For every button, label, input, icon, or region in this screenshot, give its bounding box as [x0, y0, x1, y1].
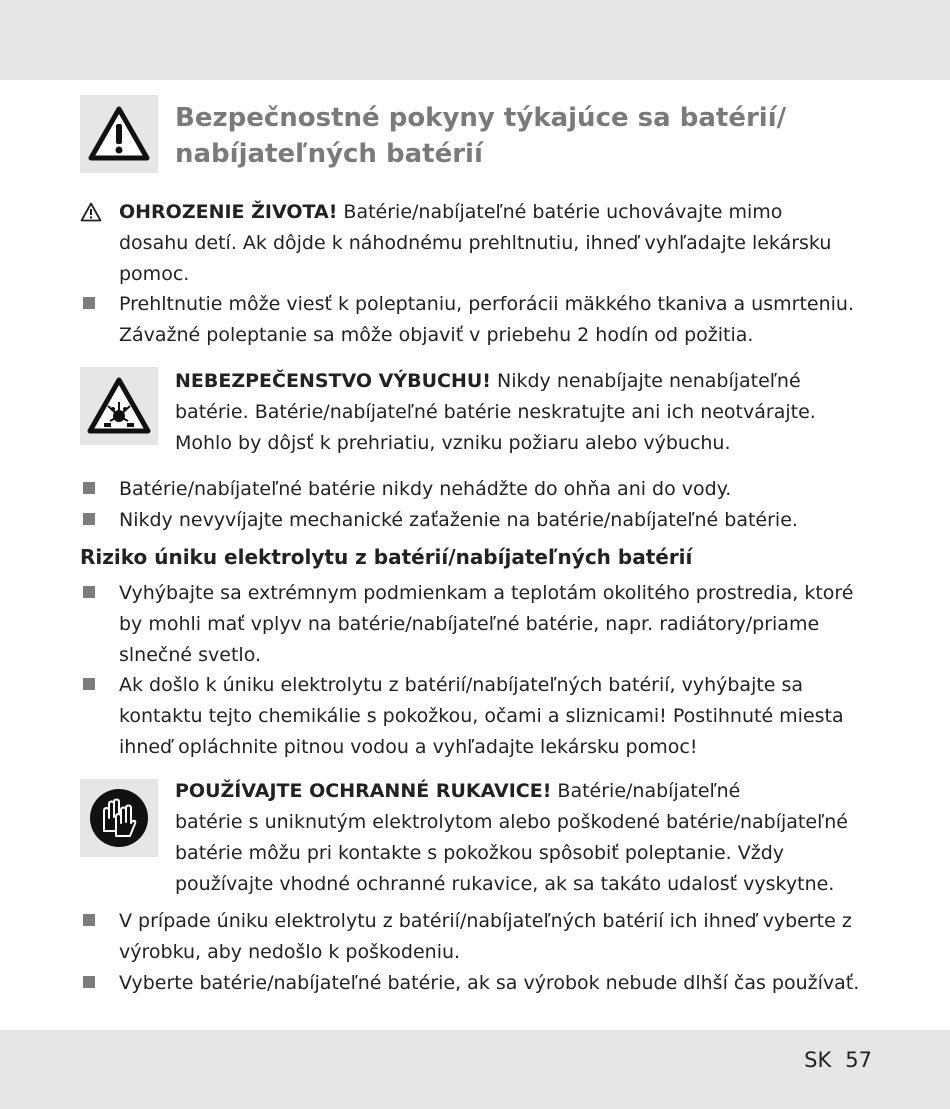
bullet-square: [83, 976, 95, 988]
leak-line-3: ihneď opláchnite pitnou vodou a vyhľadajte lekársku pomoc!: [119, 736, 698, 758]
remove-line-2: výrobku, aby nedošlo k poškodeniu.: [119, 941, 461, 963]
gloves-line-2: batérie s uniknutým elektrolytom alebo poškodené batérie/nabíjateľné: [175, 811, 848, 833]
title-line-2: nabíjateľných batérií: [175, 139, 483, 169]
swallow-line-1: Prehltnutie môže viesť k poleptaniu, perforácii mäkkého tkaniva a usmrteniu.: [119, 293, 854, 315]
page-title: [175, 100, 875, 172]
gloves-icon: [80, 779, 158, 857]
explosion-line-3: Mohlo by dôjsť k prehriatiu, vzniku požiaru alebo výbuchu.: [175, 432, 731, 454]
danger-lead: OHROZENIE ŽIVOTA!: [119, 201, 338, 223]
environment-bullet-text: [119, 578, 909, 671]
leak-subheading: Riziko úniku elektrolytu z batérií/nabíjateľných batérií: [80, 545, 693, 569]
gloves-warning-text: [175, 776, 875, 900]
swallow-bullet-text: [119, 289, 909, 351]
leak-bullet-text: [119, 670, 909, 763]
explosion-line-2: batérie. Batérie/nabíjateľné batérie neskratujte ani ich neotvárajte.: [175, 401, 816, 423]
bullet-square: [83, 482, 95, 494]
page-footer: [790, 1048, 872, 1072]
footer-language: SK: [804, 1048, 832, 1072]
longterm-bullet-text: Vyberte batérie/nabíjateľné batérie, ak sa výrobok nebude dlhší čas používať.: [119, 972, 860, 994]
gloves-lead: POUŽÍVAJTE OCHRANNÉ RUKAVICE!: [175, 780, 552, 802]
danger-warning-text: [119, 197, 899, 290]
swallow-line-2: Závažné poleptanie sa môže objaviť v priebehu 2 hodín od požitia.: [119, 324, 754, 346]
mechanical-bullet-text: Nikdy nevyvíjajte mechanické zaťaženie na batérie/nabíjateľné batérie.: [119, 509, 798, 531]
bullet-square: [83, 678, 95, 690]
danger-line-3: pomoc.: [119, 263, 190, 285]
environment-line-3: slnečné svetlo.: [119, 644, 262, 666]
small-warning-icon: [80, 202, 102, 222]
explosion-lead: NEBEZPEČENSTVO VÝBUCHU!: [175, 370, 491, 392]
warning-triangle-icon: [80, 95, 158, 173]
explosion-line-1: Nikdy nenabíjajte nenabíjateľné: [490, 370, 801, 392]
bullet-square: [83, 297, 95, 309]
title-line-1: Bezpečnostné pokyny týkajúce sa batérií/: [175, 103, 787, 133]
gloves-line-3: batérie môžu pri kontakte s pokožkou spôsobiť poleptanie. Vždy: [175, 842, 784, 864]
page-number: 57: [845, 1048, 872, 1072]
gloves-line-4: používajte vhodné ochranné rukavice, ak sa takáto udalosť vyskytne.: [175, 873, 835, 895]
leak-line-1: Ak došlo k úniku elektrolytu z batérií/nabíjateľných batérií, vyhýbajte sa: [119, 674, 804, 696]
gloves-line-1: Batérie/nabíjateľné: [551, 780, 741, 802]
bullet-square: [83, 586, 95, 598]
danger-line-2: dosahu detí. Ak dôjde k náhodnému prehltnutiu, ihneď vyhľadajte lekársku: [119, 232, 832, 254]
environment-line-2: by mohli mať vplyv na batérie/nabíjateľné batérie, napr. radiátory/priame: [119, 613, 820, 635]
fire-bullet-text: Batérie/nabíjateľné batérie nikdy nehádžte do ohňa ani do vody.: [119, 478, 732, 500]
environment-line-1: Vyhýbajte sa extrémnym podmienkam a teplotám okolitého prostredia, ktoré: [119, 582, 854, 604]
remove-line-1: V prípade úniku elektrolytu z batérií/nabíjateľných batérií ich ihneď vyberte z: [119, 910, 852, 932]
top-band: [0, 0, 950, 80]
explosion-warning-text: [175, 366, 875, 459]
leak-line-2: kontaktu tejto chemikálie s pokožkou, očami a sliznicami! Postihnuté miesta: [119, 705, 844, 727]
remove-bullet-text: [119, 906, 909, 968]
bullet-square: [83, 914, 95, 926]
danger-line-1: Batérie/nabíjateľné batérie uchovávajte mimo: [337, 201, 783, 223]
bullet-square: [83, 513, 95, 525]
explosion-hazard-icon: [80, 367, 158, 445]
